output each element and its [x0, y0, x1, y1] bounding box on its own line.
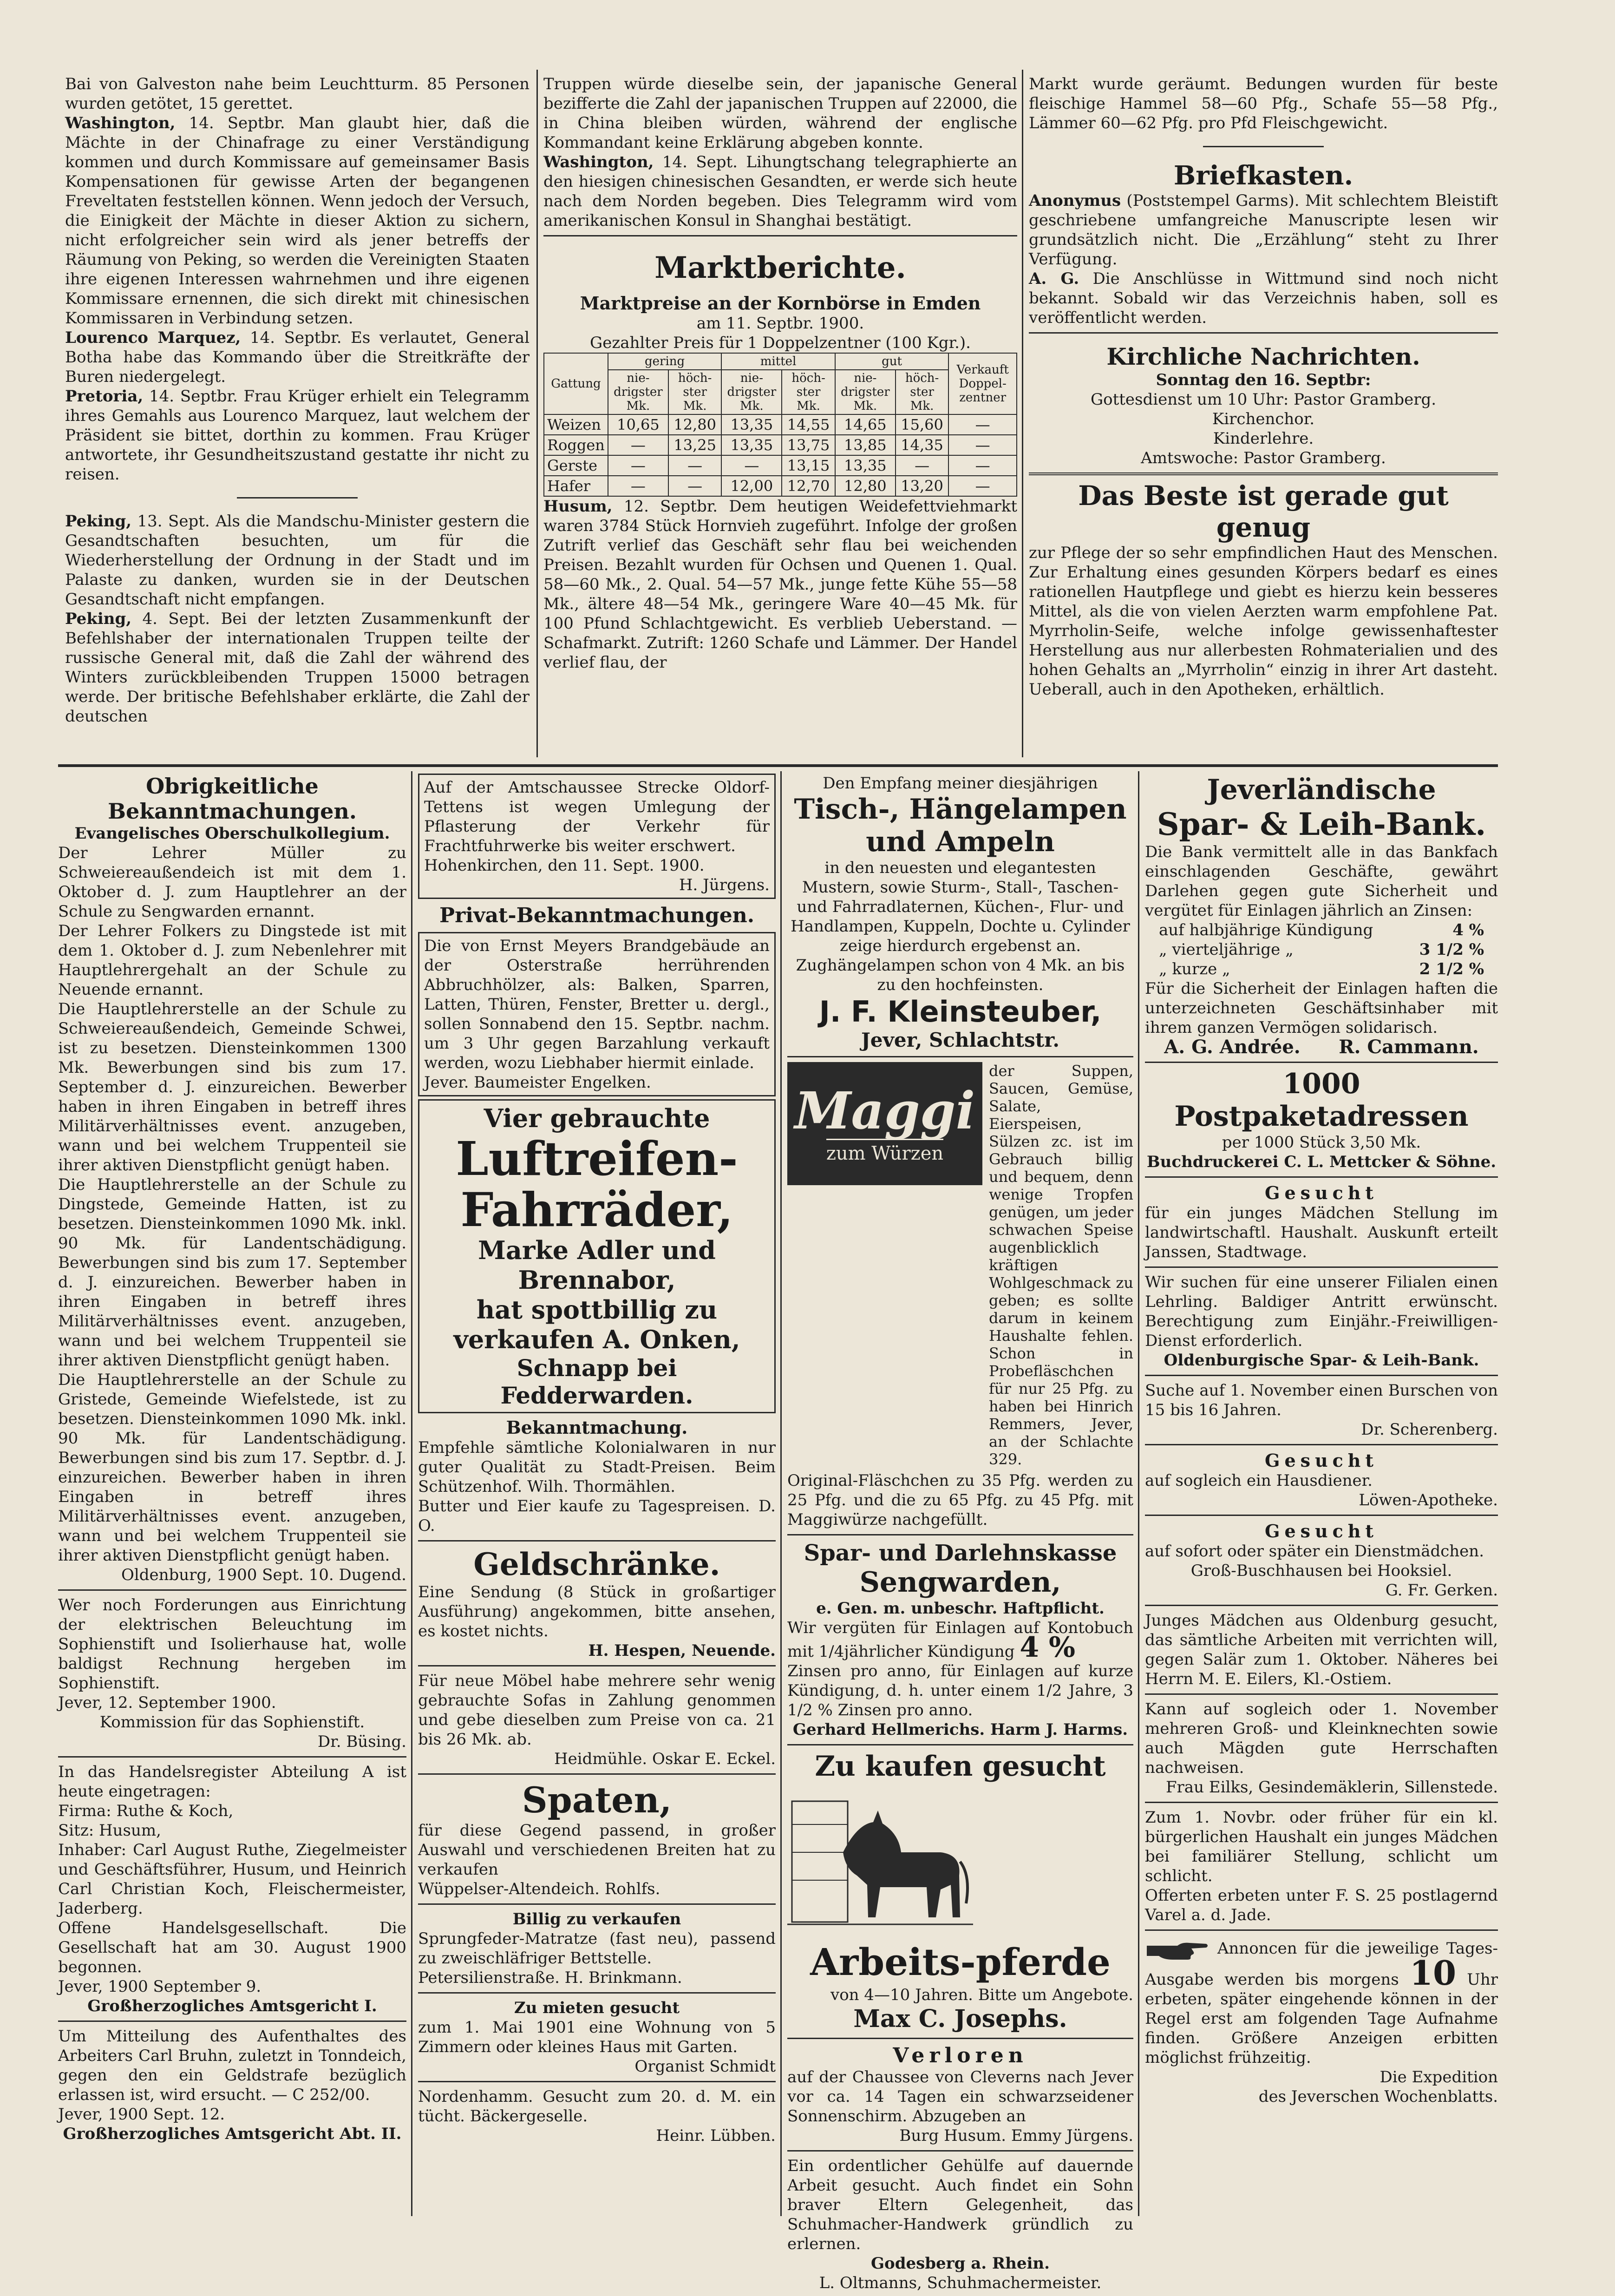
separator — [1145, 1062, 1498, 1063]
table-row — [544, 476, 1017, 496]
ad-text: für ein junges Mädchen Stellung im landwirtschaftl. Haushalt. Auskunft erteilt Janssen, Stadtwage. — [1145, 1204, 1498, 1261]
notice-date: Jever, 1900 Sept. 12. — [58, 2105, 225, 2124]
notice-text: Die Hauptlehrerstelle an der Schule zu Dingstede, Gemeinde Hatten, ist zu besetzen. Diensteinkommen 1090 Mk. inkl. 90 Mk. für Landentschädigung. Bewerbungen sind bis zum 17. September d. J. einzureichen. Bewerber haben in ihren Eingaben in betreff ihres Militärverhältnisses event. anzugeben, wann und bei welchem Truppenteil sie ihrer aktiven Dienstpflicht genügt haben. — [58, 1175, 406, 1370]
ad-text — [787, 1618, 1133, 1664]
ad-place: Groß-Buschhausen bei Hooksiel. — [1190, 1561, 1452, 1580]
private-ads-column-2 — [787, 774, 1133, 2292]
column-divider — [780, 771, 782, 2216]
ad-text: Wir suchen für eine unserer Filialen einen Lehrling. Baldiger Antritt erwünscht. Berechtigung zum Einjähr.-Freiwilligen-Dienst erforderlich. — [1145, 1273, 1498, 1350]
signature: Löwen-Apotheke. — [1359, 1491, 1498, 1509]
ad-text: auf sogleich ein Hausdiener. — [1145, 1471, 1373, 1490]
pointing-hand-icon — [1145, 1935, 1210, 1963]
price-cell: 13,35 — [721, 435, 782, 455]
separator — [1145, 1176, 1498, 1178]
ad-text: Sprungfeder-Matratze (fast neu), passend zu zweischläfriger Bettstelle. — [418, 1929, 776, 1968]
notice-list — [58, 843, 406, 1565]
ad-text: Den Empfang meiner diesjährigen — [823, 774, 1098, 793]
ad-headline: Schnapp bei Fedderwarden. — [500, 1354, 693, 1409]
price-cell: 13,85 — [835, 435, 896, 455]
market-note: Gezahlter Preis für 1 Doppelzentner (100 Kgr.). — [590, 334, 971, 352]
private-ads-column-1 — [418, 774, 776, 2218]
ad-text: Buchdruckerei C. L. Mettcker & Söhne. — [1146, 1153, 1497, 1171]
section-subtitle: Evangelisches Oberschulkollegium. — [74, 824, 390, 843]
ad-text: Offerten erbeten unter F. S. 25 postlagernd Varel a. d. Jade. — [1145, 1886, 1498, 1924]
separator — [418, 1773, 776, 1775]
ad-text: Zughängelampen schon von 4 Mk. an bis zu den hochfeinsten. — [796, 956, 1125, 994]
ad-text: Eine Sendung (8 Stück in großartiger Ausführung) angekommen, bitte ansehen, es kostet nichts. — [418, 1583, 776, 1640]
news-column-1 — [65, 74, 530, 757]
separator — [543, 235, 1017, 236]
news-paragraph — [65, 387, 530, 484]
ad-text: Für die Sicherheit der Einlagen haften die unterzeichneten Geschäftsinhaber mit ihrem ganzen Vermögen solidarisch. — [1145, 979, 1498, 1037]
notice-text: Der Lehrer Folkers zu Dingstede ist mit dem 1. Oktober d. J. zum Nebenlehrer mit Hauptlehrergehalt an der Schule zu Neuende ernannt. — [58, 922, 406, 999]
price-cell: — — [608, 476, 668, 496]
separator — [1145, 1802, 1498, 1803]
dateline: Washington, — [65, 114, 176, 132]
ad-headline: Gesucht — [1265, 1182, 1378, 1203]
table-header: höch-ster Mk. — [782, 370, 835, 414]
interest-rates — [1145, 920, 1498, 979]
interest-text: Wir vergüten für Einlagen auf Kontobuch mit 1/4jährlicher Kündigung — [787, 1619, 1133, 1661]
dateline: Husum, — [543, 497, 613, 516]
price-cell: — — [608, 435, 668, 455]
table-row — [544, 435, 1017, 455]
news-text: 12. Septbr. Dem heutigen Weidefettviehmarkt waren 3784 Stück Hornvieh zugeführt. Infolge der großen Zutrift verlief das Geschäft sehr flau bei weichenden Preisen. Bezahlt wurden für Ochsen und Quenen 1. Qual. 58—60 Mk., 2. Qual. 54—57 Mk., junge fette Kühe 55—58 Mk., ältere 48—54 Mk., geringere Ware 40—45 Mk. für 100 Pfund Schlachtgewicht. Es verblieb Ueberstand. — Schafmarkt. Zutrift: 1260 Schafe und Lämmer. Der Handel verlief flau, der — [543, 497, 1017, 672]
ad-headline: Gesucht — [1265, 1521, 1378, 1542]
ad-box — [418, 774, 776, 899]
separator — [787, 1744, 1133, 1745]
price-cell: — — [948, 414, 1017, 435]
expedition-text: Uhr erbeten, später eingehende können in der Regel erst am folgenden Tage Aufnahme finden. Größere Anzeigen erbitten möglichst frühzeitig. — [1145, 1970, 1498, 2067]
horse-ad — [787, 1783, 1133, 2005]
news-column-3 — [1029, 74, 1498, 757]
separator — [1145, 1375, 1498, 1376]
price-cell: 12,00 — [721, 476, 782, 496]
notice-date: Jever, 1900 September 9. — [58, 1977, 262, 1996]
signature: Wüppelser-Altendeich. Rohlfs. — [418, 1880, 660, 1898]
signature: Frau Eilks, Gesindemäklerin, Sillenstede. — [1165, 1778, 1498, 1797]
signature: Dr. Scherenberg. — [1361, 1420, 1498, 1439]
ad-headline: Geldschränke. — [473, 1546, 720, 1582]
ad-place: Godesberg a. Rhein. — [871, 2254, 1050, 2273]
separator — [787, 2038, 1133, 2039]
signature: Heidmühle. Oskar E. Eckel. — [554, 1750, 776, 1768]
grain-name: Hafer — [544, 476, 608, 496]
signature: R. Cammann. — [1339, 1036, 1479, 1058]
separator — [787, 2150, 1133, 2152]
ad-text: in den neuesten und elegantesten Mustern, sowie Sturm-, Stall-, Taschen- und Fahrradlaternen, Küchen-, Flur- und Handlampen, Kuppeln, Dochte u. Cylinder zeige hierdurch ergebenst an. — [791, 859, 1130, 955]
separator — [58, 2020, 406, 2022]
table-header: Verkauft Doppel-zentner — [948, 353, 1017, 414]
ad-text: Suche auf 1. November einen Burschen von 15 bis 16 Jahren. — [1145, 1381, 1498, 1419]
table-header: gut — [835, 353, 948, 370]
separator — [1029, 332, 1498, 334]
separator — [418, 2081, 776, 2082]
signature: Gerhard Hellmerichs. Harm J. Harms. — [792, 1720, 1128, 1739]
signature: Dr. Büsing. — [317, 1732, 406, 1751]
addressee: A. G. — [1029, 269, 1079, 288]
separator — [1145, 1444, 1498, 1445]
separator — [1145, 1266, 1498, 1268]
price-cell: 14,55 — [782, 414, 835, 435]
ad-headline: Tisch-, Hängelampen und Ampeln — [794, 793, 1127, 858]
ad-text: zur Pflege der so sehr empfindlichen Haut des Menschen. Zur Erhaltung eines gesunden Körpers bedarf es eines rationellen Hautpflege und giebt es hierzu kein besseres Mittel, als die von vielen Aerzten warm empfohlene Pat. Myrrholin-Seife, welche infolge gewissenhaftester Herstellung aus nur allerbesten Rohmaterialien und des hohen Gehalts an „Myrrholin“ einzig in ihrer Art dasteht. Ueberall, auch in den Apotheken, erhältlich. — [1029, 544, 1498, 699]
news-text: 13. Sept. Als die Mandschu-Minister gestern die Gesandtschaften besuchten, um für die Wiederherstellung der Ordnung in der Stadt und im Palaste zu danken, wurden sie in der Deutschen Gesandtschaft nicht empfangen. — [65, 512, 530, 609]
ad-text: Nordenhamm. Gesucht zum 20. d. M. ein tücht. Bäckergeselle. — [418, 2087, 776, 2125]
church-line: Amtswoche: Pastor Gramberg. — [1141, 449, 1386, 467]
dateline: Peking, — [65, 610, 132, 628]
ad-text: Zum 1. Novbr. oder früher für ein kl. bürgerlichen Haushalt ein junges Mädchen bei familiärer Stellung, schlicht um schlicht. — [1145, 1808, 1498, 1885]
rate-term: „ vierteljährige „ — [1159, 940, 1294, 959]
ad-headline: Billig zu verkaufen — [512, 1910, 681, 1929]
notice-date: Hohenkirchen, den 11. Sept. 1900. — [424, 856, 705, 875]
ad-headline: Marke Adler und Brennabor, — [478, 1235, 716, 1295]
church-sunday: Sonntag den 16. Septbr: — [1156, 371, 1371, 389]
market-date: am 11. Septbr. 1900. — [696, 314, 864, 333]
price-cell: — — [948, 476, 1017, 496]
table-header: nie-drigster Mk. — [835, 370, 896, 414]
signature: Organist Schmidt — [634, 2057, 776, 2076]
register-entry: Sitz: Husum, — [58, 1821, 161, 1840]
price-cell: 13,35 — [835, 455, 896, 476]
news-paragraph — [65, 512, 530, 609]
market-price-table — [543, 353, 1017, 497]
signature: Oldenburgische Spar- & Leih-Bank. — [1164, 1351, 1479, 1370]
separator — [418, 1903, 776, 1905]
signature: Oldenburg, 1900 Sept. 10. Dugend. — [121, 1566, 406, 1584]
price-cell: — — [668, 455, 721, 476]
notice-date: Jever, 12. September 1900. — [58, 1693, 276, 1712]
ad-text: Für neue Möbel habe mehrere sehr wenig gebrauchte Sofas in Zahlung genommen und gebe dieselben zum Preise von ca. 21 bis 26 Mk. ab. — [418, 1672, 776, 1749]
ad-text: von 4—10 Jahren. Bitte um Angebote. — [830, 1986, 1133, 2004]
separator — [1145, 1605, 1498, 1606]
table-header: nie-drigster Mk. — [608, 370, 668, 414]
signature: Jever. Baumeister Engelken. — [424, 1073, 651, 1092]
news-paragraph — [65, 609, 530, 726]
dateline: Lourenco Marquez, — [65, 328, 241, 347]
notice-text: Die Hauptlehrerstelle an der Schule zu Gristede, Gemeinde Wiefelstede, ist zu besetzen. Diensteinkommen 1090 Mk. inkl. 90 Mk. für Landentschädigung. Bewerbungen sind bis zum 17. Septbr. d. J. einzureichen. Bewerber haben in ihren Eingaben in betreff ihres Militärverhältnisses event. anzugeben, wann und bei welchem Truppenteil sie ihrer aktiven Dienstpflicht genügt haben. — [58, 1371, 406, 1565]
signature: H. Jürgens. — [679, 876, 770, 894]
price-cell: — — [608, 455, 668, 476]
ad-headline: Vier gebrauchte — [484, 1103, 710, 1133]
ad-box — [418, 932, 776, 1096]
column-divider — [536, 70, 538, 757]
news-paragraph — [65, 113, 530, 328]
news-paragraph: Bai von Galveston nahe beim Leuchtturm. 85 Personen wurden getötet, 15 gerettet. — [65, 75, 530, 113]
separator — [418, 1540, 776, 1542]
signature-row — [1145, 1037, 1498, 1057]
dateline: Peking, — [65, 512, 132, 531]
news-text: 14. Septbr. Man glaubt hier, daß die Mächte in der Chinafrage zu einer Verständigung kommen und durch Kommissare auf gemeinsamer Basis Kompensationen für gewisse Arten der begangenen Freveltaten feststellen können. Wenn jedoch der Versuch, die Einigkeit der Mächte in dieser Aktion zu sichern, nicht erfolgreicher sein wird als jener betreffs der Räumung von Peking, so werden die Vereinigten Staaten ihre eigenen Interessen wahrnehmen und ihre eigenen Kommissare ernennen, die sich direkt mit chinesischen Kommissaren in Verbindung setzen. — [65, 114, 530, 328]
separator — [787, 1056, 1133, 1057]
price-cell: 13,75 — [782, 435, 835, 455]
ad-headline: 1000 Postpaketadressen — [1174, 1068, 1469, 1133]
notice-text: Auf der Amtschaussee Strecke Oldorf-Tettens ist wegen Umlegung der Pflasterung der Verkehr für Frachtfuhrwerke bis weiter erschwert. — [424, 778, 770, 855]
ad-headline: Verloren — [893, 2044, 1028, 2067]
register-entry: Firma: Ruthe & Koch, — [58, 1802, 234, 1820]
price-cell: 12,80 — [835, 476, 896, 496]
price-cell: 14,65 — [835, 414, 896, 435]
signature: Die Expedition — [1380, 2068, 1498, 2086]
signature: Petersilienstraße. H. Brinkmann. — [418, 1968, 682, 1987]
ad-text: Original-Fläschchen zu 35 Pfg. werden zu 25 Pfg. und die zu 65 Pfg. zu 45 Pfg. mit Maggiwürze nachgefüllt. — [787, 1471, 1133, 1529]
table-header: höch-ster Mk. — [896, 370, 948, 414]
ad-box — [418, 1099, 776, 1413]
ad-text: per 1000 Stück 3,50 Mk. — [1222, 1133, 1421, 1152]
price-cell: — — [948, 435, 1017, 455]
rate-row — [1145, 959, 1498, 979]
section-title: Privat-Bekanntmachungen. — [439, 904, 755, 927]
news-text: 14. Septbr. Es verlautet, General Botha habe das Kommando über die Streitkräfte der Buren niedergelegt. — [65, 328, 530, 386]
ad-text: für diese Gegend passend, in großer Auswahl und verschiedenen Breiten hat zu verkaufen — [418, 1821, 776, 1879]
ad-headline: Fahrräder, — [460, 1182, 733, 1237]
separator — [418, 1992, 776, 1994]
ad-headline: Arbeits-pferde — [810, 1940, 1111, 1984]
ad-address: Jever, Schlachtstr. — [861, 1029, 1060, 1051]
market-subtitle: Marktpreise an der Kornbörse in Emden — [580, 293, 981, 314]
signature: G. Fr. Gerken. — [1385, 1581, 1498, 1600]
signature: Kommission für das Sophienstift. — [99, 1713, 365, 1732]
grain-name: Roggen — [544, 435, 608, 455]
ad-headline: Spar- & Leih-Bank. — [1157, 806, 1486, 842]
price-cell: 12,80 — [668, 414, 721, 435]
separator — [787, 1534, 1133, 1535]
ad-text: zum 1. Mai 1901 eine Wohnung von 5 Zimmern oder kleines Haus mit Garten. — [418, 2018, 776, 2056]
price-cell: 12,70 — [782, 476, 835, 496]
separator — [1145, 1929, 1498, 1931]
table-header: Gattung — [544, 353, 608, 414]
ad-headline: Das Beste ist gerade gut genug — [1078, 480, 1449, 543]
interest-rate: 4 % — [1020, 1631, 1076, 1664]
price-cell: — — [668, 476, 721, 496]
price-cell: 15,60 — [896, 414, 948, 435]
private-ads-column-3 — [1145, 774, 1498, 2218]
table-row — [544, 455, 1017, 476]
price-cell: 13,20 — [896, 476, 948, 496]
ad-text: Junges Mädchen aus Oldenburg gesucht, das sämtliche Arbeiten mit verrichten will, gegen Salär zum 1. Oktober. Näheres bei Herrn M. E. Eilers, Kl.-Ostiem. — [1145, 1611, 1498, 1688]
signature: Heinr. Lübben. — [656, 2126, 776, 2145]
news-paragraph: Markt wurde geräumt. Bedungen wurden für beste fleischige Hammel 58—60 Pfg., Schafe 55—58 Pfg., Lämmer 60—62 Pfg. pro Pfd Fleischgewicht. — [1029, 75, 1498, 132]
table-header: gering — [608, 353, 721, 370]
church-line: Kinderlehre. — [1213, 429, 1314, 448]
rate-term: „ kurze „ — [1159, 960, 1230, 978]
price-cell: 13,15 — [782, 455, 835, 476]
price-cell: 13,25 — [668, 435, 721, 455]
news-text: (Poststempel Garms). Mit schlechtem Bleistift geschriebene umfangreiche Manuscripte lesen wir grundsätzlich nicht. Die „Erzählung“ steht zu Ihrer Verfügung. — [1029, 191, 1498, 269]
news-paragraph — [543, 497, 1017, 672]
ad-text: Empfehle sämtliche Kolonialwaren in nur guter Qualität zu Stadt-Preisen. Beim Schützenhof. Wilh. Thormählen. — [418, 1438, 776, 1496]
official-notices-column — [58, 774, 406, 2218]
market-title: Marktberichte. — [654, 250, 906, 285]
column-divider — [1022, 70, 1023, 757]
section-rule — [58, 764, 1498, 767]
column-divider — [1138, 771, 1139, 2216]
ad-text: der Suppen, Saucen, Gemüse, Salate, Eierspeisen, Sülzen zc. ist im Gebrauch billig und bequem, denn wenige Tropfen genügen, um jeder schwachen Speise augenblicklich kräftigen Wohlgeschmack zu geben; es sollte darum in keinem Haushalte fehlen. Schon in Probefläschchen für nur 25 Pfg. zu haben bei Hinrich Remmers, Jever, an der Schlachte 329. — [989, 1062, 1133, 1468]
maggi-logo-text: Maggi — [794, 1081, 975, 1141]
separator — [237, 497, 358, 499]
ad-text: Butter und Eier kaufe zu Tagespreisen. D. O. — [418, 1497, 776, 1535]
ad-headline: Spar- und Darlehnskasse — [804, 1540, 1117, 1566]
ad-headline: Bekanntmachung. — [506, 1417, 688, 1438]
ad-headline: Spaten, — [522, 1779, 672, 1821]
expedition-text: Annoncen für die jeweilige Tages-Ausgabe werden bis morgens — [1145, 1939, 1498, 1989]
news-text: 14. Sept. Lihungtschang telegraphierte an den hiesigen chinesischen Gesandten, er werde sich heute nach dem Norden begeben. Dies Telegramm wird vom amerikanischen Konsul in Shanghai bestätigt. — [543, 153, 1017, 230]
news-text: Die Anschlüsse in Wittmund sind noch nicht bekannt. Sobald wir das Verzeichnis haben, soll es veröffentlicht werden. — [1029, 269, 1498, 327]
notice-text: Die Hauptlehrerstelle an der Schule zu Schweiereaußendeich, Gemeinde Schwei, ist zu besetzen. Diensteinkommen 1300 Mk. Bewerbungen sind bis zum 17. September d. J. einzureichen. Bewerber haben in ihren Eingaben in betreff ihres Militärverhältnisses event. anzugeben, wann und bei welchem Truppenteil sie ihrer aktiven Dienstpflicht genügt haben. — [58, 1000, 406, 1174]
column-divider — [411, 771, 412, 2216]
ad-text: auf sofort oder später ein Dienstmädchen. — [1145, 1542, 1484, 1561]
separator — [58, 1756, 406, 1758]
ad-headline: Sengwarden, — [859, 1566, 1061, 1599]
news-paragraph: Truppen würde dieselbe sein, der japanische General bezifferte die Zahl der japanischen Truppen auf 22000, die in China bleiben würden, während der englische Kommandant keine Erklärung abgeben konnte. — [543, 75, 1017, 152]
register-entries — [58, 1801, 406, 1918]
dateline: Washington, — [543, 153, 654, 171]
ad-headline: Jeverländische — [1207, 774, 1436, 806]
maggi-ad — [787, 1062, 1133, 1468]
table-header: mittel — [721, 353, 835, 370]
signature: L. Oltmanns, Schuhmachermeister. — [819, 2274, 1102, 2292]
rate-value: 2 1/2 % — [1419, 960, 1484, 978]
separator — [58, 1589, 406, 1591]
ad-headline: Zu mieten gesucht — [514, 1999, 680, 2017]
news-paragraph — [543, 152, 1017, 230]
separator — [1145, 1515, 1498, 1516]
grain-name: Weizen — [544, 414, 608, 435]
notice-text: In das Handelsregister Abteilung A ist heute eingetragen: — [58, 1763, 406, 1801]
rate-value: 4 % — [1452, 921, 1484, 939]
ad-text — [1145, 1935, 1498, 2067]
news-paragraph — [1029, 269, 1498, 328]
rate-row — [1145, 920, 1498, 940]
news-text: 4. Sept. Bei der letzten Zusammenkunft der Befehlshaber der internationalen Truppen teilte der russische General mit, daß die Zahl der während des Winters zurückbleibenden Truppen 15000 betragen werde. Der britische Befehlshaber erklärte, die Zahl der deutschen — [65, 610, 530, 726]
ad-text: Zinsen pro anno, für Einlagen auf kurze Kündigung, d. h. unter einem 1/2 Jahre, 3 1/2 % Zinsen pro anno. — [787, 1662, 1133, 1719]
signature: Großherzogliches Amtsgericht I. — [87, 1997, 377, 2015]
ad-text: Die von Ernst Meyers Brandgebäude an der Osterstraße herrührenden Abbruchhölzer, als: Balken, Sparren, Latten, Thüren, Fenster, Bretter u. dergl., sollen Sonnabend den 15. Septbr. nachm. um 3 Uhr gegen Barzahlung verkauft werden, wozu Liebhaber hiermit einlade. — [424, 937, 770, 1072]
separator — [1029, 472, 1498, 475]
rate-row — [1145, 940, 1498, 959]
notice-text: Offene Handelsgesellschaft. Die Gesellschaft hat am 30. August 1900 begonnen. — [58, 1919, 406, 1976]
table-header: nie-drigster Mk. — [721, 370, 782, 414]
church-line: Gottesdienst um 10 Uhr: Pastor Gramberg. — [1090, 390, 1437, 409]
ad-text: Die Bank vermittelt alle in das Bankfach einschlagenden Geschäfte, gewährt Darlehen gegen gute Sicherheit und vergütet für Einlagen jährlich an Zinsen: — [1145, 843, 1498, 920]
ad-headline: Luftreifen- — [456, 1131, 738, 1186]
briefkasten-title: Briefkasten. — [1173, 160, 1353, 191]
maggi-logo — [787, 1062, 982, 1185]
ad-headline: hat spottbillig zu verkaufen A. Onken, — [453, 1295, 740, 1354]
dateline: Pretoria, — [65, 387, 144, 406]
notice-text: Wer noch Forderungen aus Einrichtung der elektrischen Beleuchtung im Sophienstift und Isolierhause hat, wolle baldigst Rechnung hergeben im Sophienstift. — [58, 1596, 406, 1692]
signature: H. Hespen, Neuende. — [588, 1641, 776, 1660]
ad-text: Kann auf sogleich oder 1. November mehreren Groß- und Kleinknechten sowie auch Mägden gute Herrschaften nachweisen. — [1145, 1700, 1498, 1777]
signature: Max C. Josephs. — [853, 2005, 1067, 2033]
section-title: Obrigkeitliche Bekanntmachungen. — [108, 774, 357, 824]
table-row — [544, 414, 1017, 435]
signature: des Jeverschen Wochenblatts. — [1258, 2087, 1498, 2106]
price-cell: 13,35 — [721, 414, 782, 435]
ad-headline: Zu kaufen gesucht — [815, 1750, 1106, 1783]
ad-text: Ein ordentlicher Gehülfe auf dauernde Arbeit gesucht. Auch findet ein Sohn braver Eltern Gelegenheit, das Schuhmacher-Handwerk gründlich zu erlernen. — [787, 2157, 1133, 2253]
church-title: Kirchliche Nachrichten. — [1106, 343, 1420, 370]
rate-term: auf halbjährige Kündigung — [1159, 921, 1373, 939]
table-header: höch-ster Mk. — [668, 370, 721, 414]
ad-firm: J. F. Kleinsteuber, — [819, 995, 1102, 1029]
ad-text: e. Gen. m. unbeschr. Haftpflicht. — [816, 1599, 1105, 1618]
price-cell: 14,35 — [896, 435, 948, 455]
price-cell: 10,65 — [608, 414, 668, 435]
news-column-2 — [543, 74, 1017, 757]
price-cell: — — [948, 455, 1017, 476]
news-text: 14. Septbr. Frau Krüger erhielt ein Telegramm ihres Gemahls aus Lourenco Marquez, laut welchem der Präsident sie bittet, dorthin zu kommen. Frau Krüger antwortete, ihr Gesundheitszustand gestatte ihr nicht zu reisen. — [65, 387, 530, 484]
church-line: Kirchenchor. — [1212, 410, 1315, 428]
grain-name: Gerste — [544, 455, 608, 476]
notice-text: Um Mitteilung des Aufenthaltes des Arbeiters Carl Bruhn, zuletzt in Tonndeich, gegen den ein Geldstrafe bezüglich erlassen ist, wird ersucht. — C 252/00. — [58, 2027, 406, 2104]
price-cell: — — [721, 455, 782, 476]
news-paragraph — [65, 328, 530, 387]
ad-headline: Gesucht — [1265, 1450, 1378, 1471]
signature: A. G. Andrée. — [1164, 1036, 1301, 1058]
signature: Großherzogliches Amtsgericht Abt. II. — [63, 2125, 402, 2143]
notice-text: Der Lehrer Müller zu Schweiereaußendeich ist mit dem 1. Oktober d. J. zum Hauptlehrer an der Schule zu Sengwarden ernannt. — [58, 844, 406, 921]
signature: Burg Husum. Emmy Jürgens. — [899, 2126, 1133, 2145]
price-cell: — — [896, 455, 948, 476]
separator — [1203, 146, 1324, 147]
ad-text: auf der Chaussee von Cleverns nach Jever vor ca. 14 Tagen ein schwarzseidener Sonnenschirm. Abzugeben an — [787, 2068, 1133, 2125]
maggi-logo-subtitle: zum Würzen — [826, 1139, 943, 1164]
rate-value: 3 1/2 % — [1419, 940, 1484, 959]
deadline-hour: 10 — [1409, 1953, 1457, 1993]
separator — [418, 1665, 776, 1666]
separator — [1145, 1693, 1498, 1695]
addressee: Anonymus — [1029, 191, 1121, 210]
news-paragraph — [1029, 191, 1498, 269]
register-entry: Inhaber: Carl August Ruthe, Ziegelmeister und Geschäftsführer, Husum, und Heinrich Carl Christian Koch, Fleischermeister, Jaderberg. — [58, 1841, 406, 1918]
horse-illustration-icon — [787, 1783, 973, 1936]
